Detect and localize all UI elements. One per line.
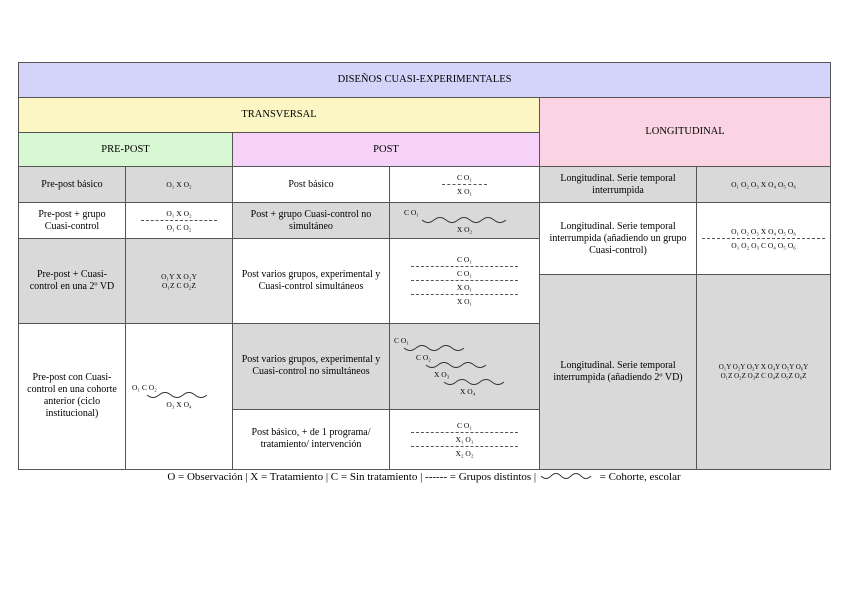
- prepost-cohort-formula: [126, 323, 233, 469]
- long-series-control-label: Longitudinal. Serie temporal interrumpida (añadiendo un grupo Cuasi-control): [540, 203, 697, 275]
- formula-line: X O₁: [456, 297, 473, 307]
- prepost-cohort-label: Pre-post con Cuasi-control en una cohorte anterior (ciclo institucional): [19, 323, 126, 469]
- formula-line: X O₃: [434, 370, 450, 380]
- legend: [0, 471, 848, 484]
- formula-line: C O₂: [416, 353, 431, 363]
- long-series-label: Longitudinal. Serie temporal interrumpida: [540, 167, 697, 203]
- formula-line: C O₁: [457, 255, 472, 265]
- group-divider: [442, 184, 487, 185]
- designs-table-container: [18, 62, 830, 470]
- formula-line: O₁ C O₂: [166, 223, 192, 233]
- post-header: POST: [233, 133, 540, 167]
- designs-table: [18, 62, 831, 470]
- long-2vd-label: Longitudinal. Serie temporal interrumpida (añadiendo 2º VD): [540, 275, 697, 470]
- cohort-wave-icon: [139, 392, 219, 400]
- post-multi-sim-formula: [390, 239, 540, 323]
- table-title: DISEÑOS CUASI-EXPERIMENTALES: [19, 63, 831, 98]
- post-multi-nosim-formula: [390, 323, 540, 409]
- prepost-control-label: Pre-post + grupo Cuasi-control: [19, 203, 126, 239]
- formula-line: C O₁: [404, 207, 419, 217]
- longitudinal-header: LONGITUDINAL: [540, 98, 831, 167]
- formula-line: O₁ O₂ O₃ X O₄ O₅ O₆: [731, 227, 796, 237]
- post-multi-sim-label: Post varios grupos, experimental y Cuasi-control simultáneos: [233, 239, 390, 323]
- formula-text: O₁ O₂ O₃ X O₄ O₅ O₆: [731, 180, 796, 190]
- formula-line: C O₁: [394, 336, 409, 346]
- formula-line: C O₁: [457, 420, 472, 430]
- formula-line: X O₁: [456, 187, 473, 197]
- transversal-header: TRANSVERSAL: [19, 98, 540, 133]
- formula-line: O₁ O₂ O₃ C O₄ O₅ O₆: [731, 241, 796, 251]
- formula-line: O₁Z O₂Z O₃Z C O₄Z O₅Z O₆Z: [720, 372, 807, 381]
- prepost-header: PRE-POST: [19, 133, 233, 167]
- formula-line: X O₄: [460, 387, 476, 397]
- prepost-2vd-formula: [126, 239, 233, 323]
- cohort-wave-icon: [400, 379, 530, 387]
- group-divider: [141, 220, 217, 221]
- formula-line: O₁Z C O₂Z: [162, 280, 196, 290]
- prepost-basic-formula: [126, 167, 233, 203]
- formula-line: C O₁: [457, 269, 472, 279]
- group-divider: [411, 432, 518, 433]
- prepost-basic-label: Pre-post básico: [19, 167, 126, 203]
- formula-line: X O₂: [456, 224, 473, 234]
- post-multi-program-label: Post básico, + de 1 programa/ tratamiento/ intervención: [233, 409, 390, 469]
- group-divider: [411, 446, 518, 447]
- long-series-control-formula: [697, 203, 831, 275]
- post-multi-program-formula: [390, 409, 540, 469]
- post-multi-nosim-label: Post varios grupos, experimental y Cuasi-control no simultáneos: [233, 323, 390, 409]
- formula-line: X₁ O₁: [455, 434, 474, 444]
- post-basic-formula: [390, 167, 540, 203]
- legend-cohort-text: = Cohorte, escolar: [599, 471, 681, 483]
- long-series-formula: [697, 167, 831, 203]
- long-2vd-formula: [697, 275, 831, 470]
- formula-line: X₂ O₂: [455, 448, 474, 458]
- group-divider: [411, 280, 518, 281]
- cohort-wave-icon: [539, 472, 597, 482]
- formula-line: X O₁: [456, 283, 473, 293]
- cohort-wave-icon: [400, 362, 530, 370]
- post-control-nosim-formula: [390, 203, 540, 239]
- prepost-2vd-label: Pre-post + Cuasi-control en una 2º VD: [19, 239, 126, 323]
- formula-line: O₃ X O₄: [166, 400, 192, 410]
- group-divider: [702, 238, 824, 239]
- formula-line: O₁ X O₂: [166, 209, 192, 219]
- legend-text: O = Observación | X = Tratamiento | C = Sin tratamiento | ------ = Grupos distintos |: [167, 471, 537, 483]
- group-divider: [411, 266, 518, 267]
- formula-line: O₁Y X O₂Y: [161, 271, 197, 281]
- group-divider: [411, 294, 518, 295]
- cohort-wave-icon: [410, 217, 520, 225]
- cohort-wave-icon: [400, 345, 530, 353]
- post-basic-label: Post básico: [233, 167, 390, 203]
- formula-line: C O₁: [457, 173, 472, 183]
- prepost-control-formula: [126, 203, 233, 239]
- formula-line: O₁ C O₂: [132, 383, 157, 393]
- formula-line: O₁Y O₂Y O₃Y X O₄Y O₅Y O₆Y: [718, 363, 809, 372]
- formula-text: O₁ X O₂: [166, 180, 192, 190]
- post-control-nosim-label: Post + grupo Cuasi-control no simultáneo: [233, 203, 390, 239]
